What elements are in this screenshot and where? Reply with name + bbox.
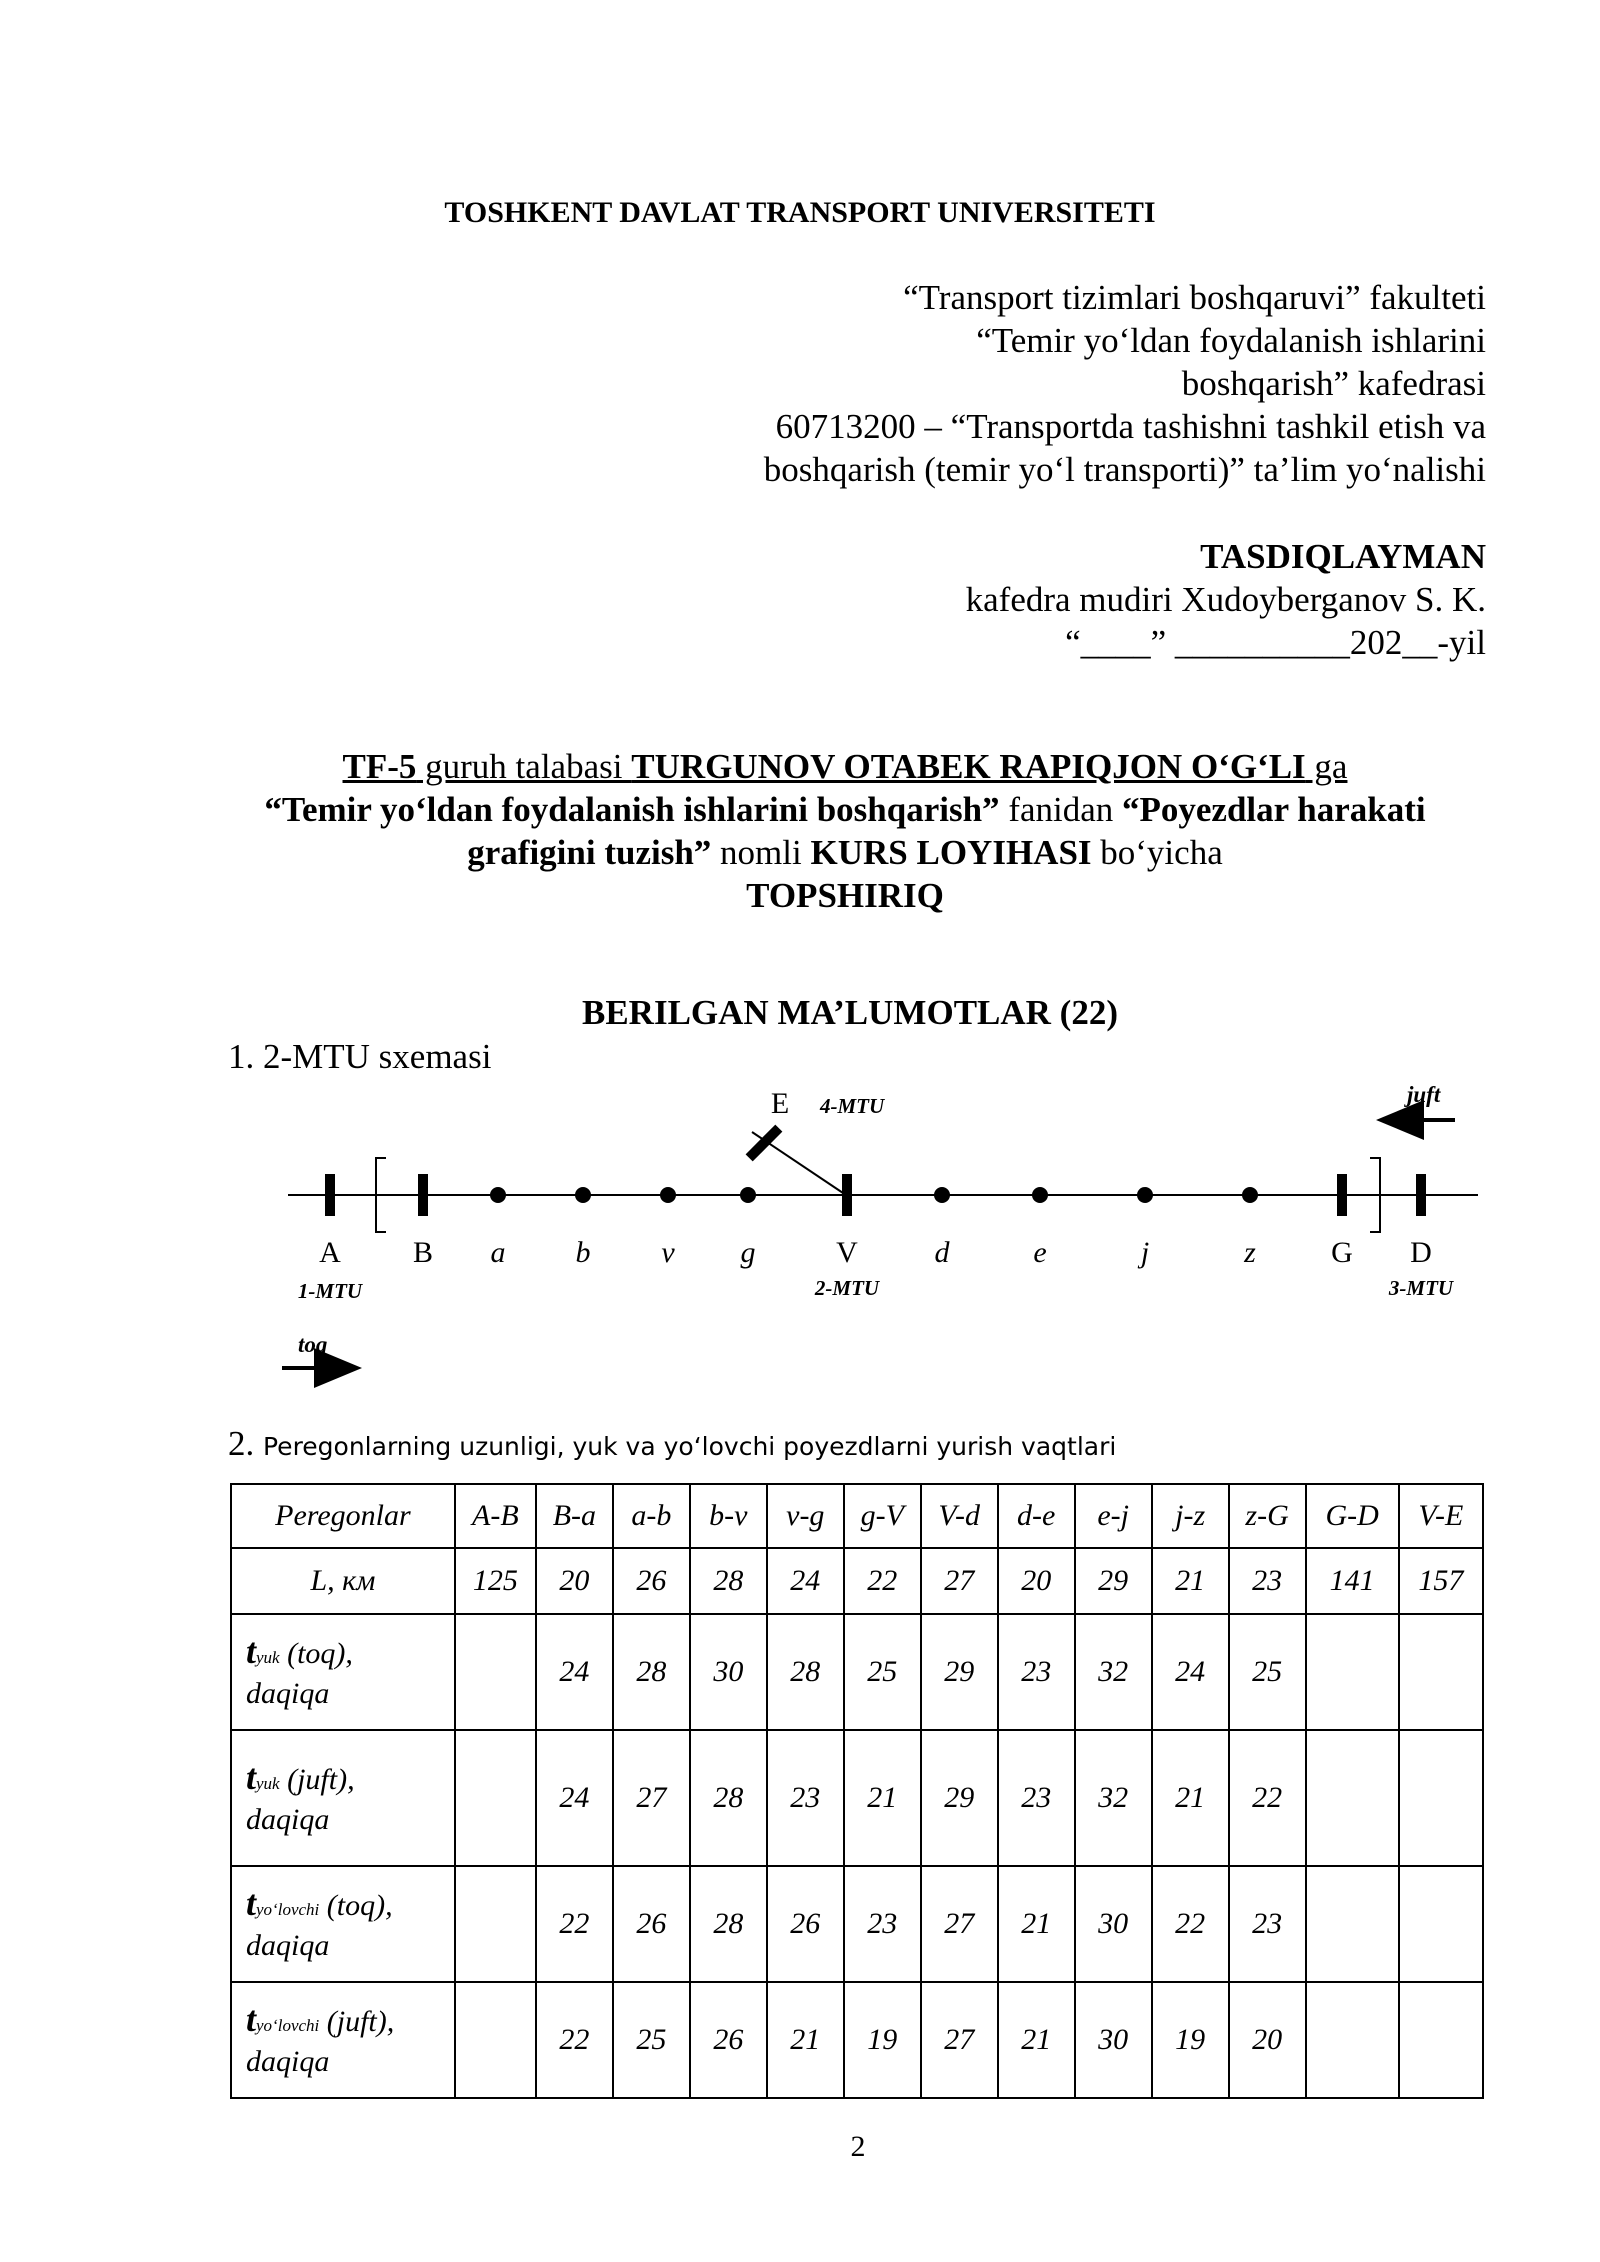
table-cell	[1306, 1730, 1399, 1866]
table-cell: 28	[767, 1614, 844, 1730]
assignment-line-3	[200, 831, 1490, 874]
table-cell: 23	[767, 1730, 844, 1866]
station-label: z	[1244, 1236, 1256, 1269]
table-column-header: b-v	[690, 1484, 767, 1548]
table-row-label	[231, 1730, 455, 1866]
point-z	[1242, 1187, 1258, 1203]
assignment-line-1	[200, 745, 1490, 788]
row-direction: (juft),	[319, 2004, 395, 2038]
mtu-1-label: 1-MTU	[297, 1279, 363, 1303]
point-e	[1032, 1187, 1048, 1203]
item-2-heading	[228, 1424, 1116, 1464]
table-column-header: B-a	[536, 1484, 613, 1548]
table-cell: 141	[1306, 1548, 1399, 1614]
table-cell: 21	[1152, 1548, 1229, 1614]
point-b	[575, 1187, 591, 1203]
table-column-header: a-b	[613, 1484, 690, 1548]
table-column-header: e-j	[1075, 1484, 1152, 1548]
table-cell	[1306, 1982, 1399, 2098]
row-label-line	[246, 1756, 454, 1802]
university-name: TOSHKENT DAVLAT TRANSPORT UNIVERSITETI	[444, 196, 1156, 229]
table-cell: 22	[536, 1982, 613, 2098]
point-g	[740, 1187, 756, 1203]
table-column-header: v-g	[767, 1484, 844, 1548]
faculty-header	[586, 276, 1486, 491]
table-cell	[1399, 1730, 1483, 1866]
table-cell: 20	[998, 1548, 1075, 1614]
row-unit: daqiqa	[246, 1676, 330, 1710]
table-cell: 27	[921, 1548, 998, 1614]
point-d	[934, 1187, 950, 1203]
approval-block	[586, 535, 1486, 664]
approval-person: kafedra mudiri Xudoyberganov S. K.	[965, 580, 1486, 619]
table-cell: 27	[921, 1866, 998, 1982]
row-unit: daqiqa	[246, 1802, 330, 1836]
station-label: D	[1410, 1236, 1432, 1269]
table-cell	[1306, 1614, 1399, 1730]
point-v	[660, 1187, 676, 1203]
table-row	[231, 1614, 1483, 1730]
table-row-label	[231, 1614, 455, 1730]
table-column-header: G-D	[1306, 1484, 1399, 1548]
header-line: boshqarish (temir yo‘l transporti)” ta’lim yo‘nalishi	[763, 450, 1486, 489]
header-line: 60713200 – “Transportda tashishni tashkil etish va	[775, 407, 1486, 446]
table-cell: 20	[1229, 1982, 1306, 2098]
table-cell	[1399, 1982, 1483, 2098]
mtu-2-label: 2-MTU	[814, 1276, 880, 1300]
row-label-line	[246, 1882, 454, 1928]
station-labels	[319, 1236, 1432, 1269]
table-cell: 25	[1229, 1614, 1306, 1730]
table-cell: 21	[1152, 1730, 1229, 1866]
table-column-header: z-G	[1229, 1484, 1306, 1548]
table-cell: 20	[536, 1548, 613, 1614]
time-subscript: yo‘lovchi	[256, 1899, 320, 1919]
time-subscript: yo‘lovchi	[256, 2015, 320, 2035]
table-cell	[1399, 1614, 1483, 1730]
section-title: BERILGAN MA’LUMOTLAR (22)	[581, 993, 1118, 1032]
station-mark-e	[746, 1125, 783, 1162]
table-cell: 26	[613, 1548, 690, 1614]
station-mark-g	[1337, 1174, 1347, 1216]
station-label: a	[490, 1236, 506, 1269]
station-e-label: E	[770, 1087, 790, 1120]
table-cell: 28	[690, 1548, 767, 1614]
item-1-heading: 1. 2-MTU sxemasi	[228, 1037, 492, 1076]
time-subscript: yuk	[256, 1647, 280, 1667]
table-row	[231, 1866, 1483, 1982]
table-column-header: d-e	[998, 1484, 1075, 1548]
station-label: G	[1331, 1236, 1353, 1269]
table-cell: 27	[921, 1982, 998, 2098]
table-column-header: j-z	[1152, 1484, 1229, 1548]
table-cell: 30	[690, 1614, 767, 1730]
group-code: TF-5	[342, 747, 417, 786]
table-cell: 125	[455, 1548, 536, 1614]
assignment-line-2	[200, 788, 1490, 831]
header-line: “Transport tizimlari boshqaruvi” fakulteti	[903, 278, 1486, 317]
table-header-label: Peregonlar	[231, 1484, 455, 1548]
table-cell: 24	[1152, 1614, 1229, 1730]
student-name: TURGUNOV OTABEK RAPIQJON O‘G‘LI	[631, 747, 1306, 786]
table-column-header: A-B	[455, 1484, 536, 1548]
table-cell: 28	[690, 1730, 767, 1866]
row-label-line	[246, 1630, 454, 1676]
table-row-length	[231, 1548, 1483, 1614]
table-cell: 19	[844, 1982, 921, 2098]
row-direction: (toq),	[319, 1888, 393, 1922]
table-cell	[455, 1982, 536, 2098]
approval-date: “____” __________202__-yil	[1065, 623, 1486, 662]
table-cell: 26	[613, 1866, 690, 1982]
page-number: 2	[850, 2130, 866, 2163]
table-cell: 24	[767, 1548, 844, 1614]
time-symbol: t	[246, 1756, 257, 1797]
table-cell	[1399, 1866, 1483, 1982]
table-cell: 157	[1399, 1548, 1483, 1614]
assignment-text: nomli	[711, 833, 811, 872]
table-row-label	[231, 1982, 455, 2098]
header-line: boshqarish” kafedrasi	[1181, 364, 1486, 403]
task-title: TOPSHIRIQ	[746, 876, 944, 915]
table-header-row	[231, 1484, 1483, 1548]
table-cell: 22	[844, 1548, 921, 1614]
toq-direction-label: toq	[298, 1332, 328, 1357]
table-cell: 23	[1229, 1866, 1306, 1982]
row-unit: daqiqa	[246, 2044, 330, 2078]
table-row-label: L, км	[231, 1548, 455, 1614]
table-cell: 26	[767, 1866, 844, 1982]
station-label: A	[319, 1236, 341, 1269]
header-line: “Temir yo‘ldan foydalanish ishlarini	[976, 321, 1486, 360]
table-cell: 24	[536, 1730, 613, 1866]
table-column-header: g-V	[844, 1484, 921, 1548]
assignment-text: guruh talabasi	[416, 747, 632, 786]
assignment-text: ga	[1305, 747, 1348, 786]
table-cell: 25	[613, 1982, 690, 2098]
table-cell: 27	[613, 1730, 690, 1866]
table-cell: 32	[1075, 1614, 1152, 1730]
point-a	[490, 1187, 506, 1203]
table-cell: 21	[998, 1866, 1075, 1982]
station-label: V	[836, 1236, 858, 1269]
table-cell: 22	[1152, 1866, 1229, 1982]
item-2-text: Peregonlarning uzunligi, yuk va yo‘lovchi poyezdlarni yurish vaqtlari	[263, 1432, 1117, 1461]
table-cell: 26	[690, 1982, 767, 2098]
data-table	[230, 1483, 1484, 2099]
subject-name: “Temir yo‘ldan foydalanish ishlarini boshqarish”	[264, 790, 1000, 829]
mtu-3-label: 3-MTU	[1388, 1276, 1454, 1300]
table-cell: 22	[536, 1866, 613, 1982]
row-label-line	[246, 1998, 454, 2044]
table-cell	[1306, 1866, 1399, 1982]
table-column-header: V-E	[1399, 1484, 1483, 1548]
station-label: e	[1033, 1236, 1047, 1269]
station-label: B	[412, 1236, 434, 1269]
table-cell: 30	[1075, 1982, 1152, 2098]
assignment-block	[200, 745, 1490, 917]
row-direction: (juft),	[279, 1762, 355, 1796]
station-label: d	[934, 1236, 950, 1269]
table-cell	[455, 1730, 536, 1866]
table-cell: 28	[690, 1866, 767, 1982]
station-label: g	[740, 1236, 756, 1269]
table-cell: 19	[1152, 1982, 1229, 2098]
point-j	[1137, 1187, 1153, 1203]
mtu-scheme-diagram	[0, 1080, 1600, 1410]
assignment-text: fanidan	[999, 790, 1123, 829]
table-cell: 21	[998, 1982, 1075, 2098]
table-row-label	[231, 1866, 455, 1982]
item-2-number: 2.	[228, 1424, 263, 1463]
approval-title: TASDIQLAYMAN	[1200, 537, 1486, 576]
table-row	[231, 1730, 1483, 1866]
time-symbol: t	[246, 1998, 257, 2039]
table-cell: 29	[1075, 1548, 1152, 1614]
table-cell: 25	[844, 1614, 921, 1730]
table-cell: 28	[613, 1614, 690, 1730]
row-unit: daqiqa	[246, 1928, 330, 1962]
topic-name: grafigini tuzish”	[467, 833, 712, 872]
table-cell: 29	[921, 1730, 998, 1866]
table-row	[231, 1982, 1483, 2098]
table-cell: 23	[1229, 1548, 1306, 1614]
mtu-4-label: 4-MTU	[820, 1094, 885, 1118]
table-cell	[455, 1866, 536, 1982]
station-mark-a	[325, 1174, 335, 1216]
time-symbol: t	[246, 1630, 257, 1671]
table-cell: 23	[844, 1866, 921, 1982]
table-cell: 23	[998, 1730, 1075, 1866]
project-type: KURS LOYIHASI	[810, 833, 1092, 872]
table-column-header: V-d	[921, 1484, 998, 1548]
station-label: b	[575, 1236, 591, 1269]
station-mark-v	[842, 1174, 852, 1216]
time-symbol: t	[246, 1882, 257, 1923]
table-cell: 22	[1229, 1730, 1306, 1866]
station-label: v	[661, 1236, 675, 1269]
table-cell: 29	[921, 1614, 998, 1730]
table-cell: 24	[536, 1614, 613, 1730]
time-subscript: yuk	[256, 1773, 280, 1793]
table-cell: 30	[1075, 1866, 1152, 1982]
assignment-text: bo‘yicha	[1091, 833, 1223, 872]
table-cell	[455, 1614, 536, 1730]
table-cell: 32	[1075, 1730, 1152, 1866]
row-direction: (toq),	[279, 1636, 353, 1670]
table-cell: 21	[844, 1730, 921, 1866]
topic-name: “Poyezdlar harakati	[1122, 790, 1426, 829]
table-cell: 23	[998, 1614, 1075, 1730]
station-mark-d	[1416, 1174, 1426, 1216]
station-label: j	[1140, 1236, 1150, 1269]
juft-direction-label: juft	[1407, 1082, 1441, 1107]
station-mark-b	[418, 1174, 428, 1216]
table-cell: 21	[767, 1982, 844, 2098]
assignment-line-4	[200, 874, 1490, 917]
